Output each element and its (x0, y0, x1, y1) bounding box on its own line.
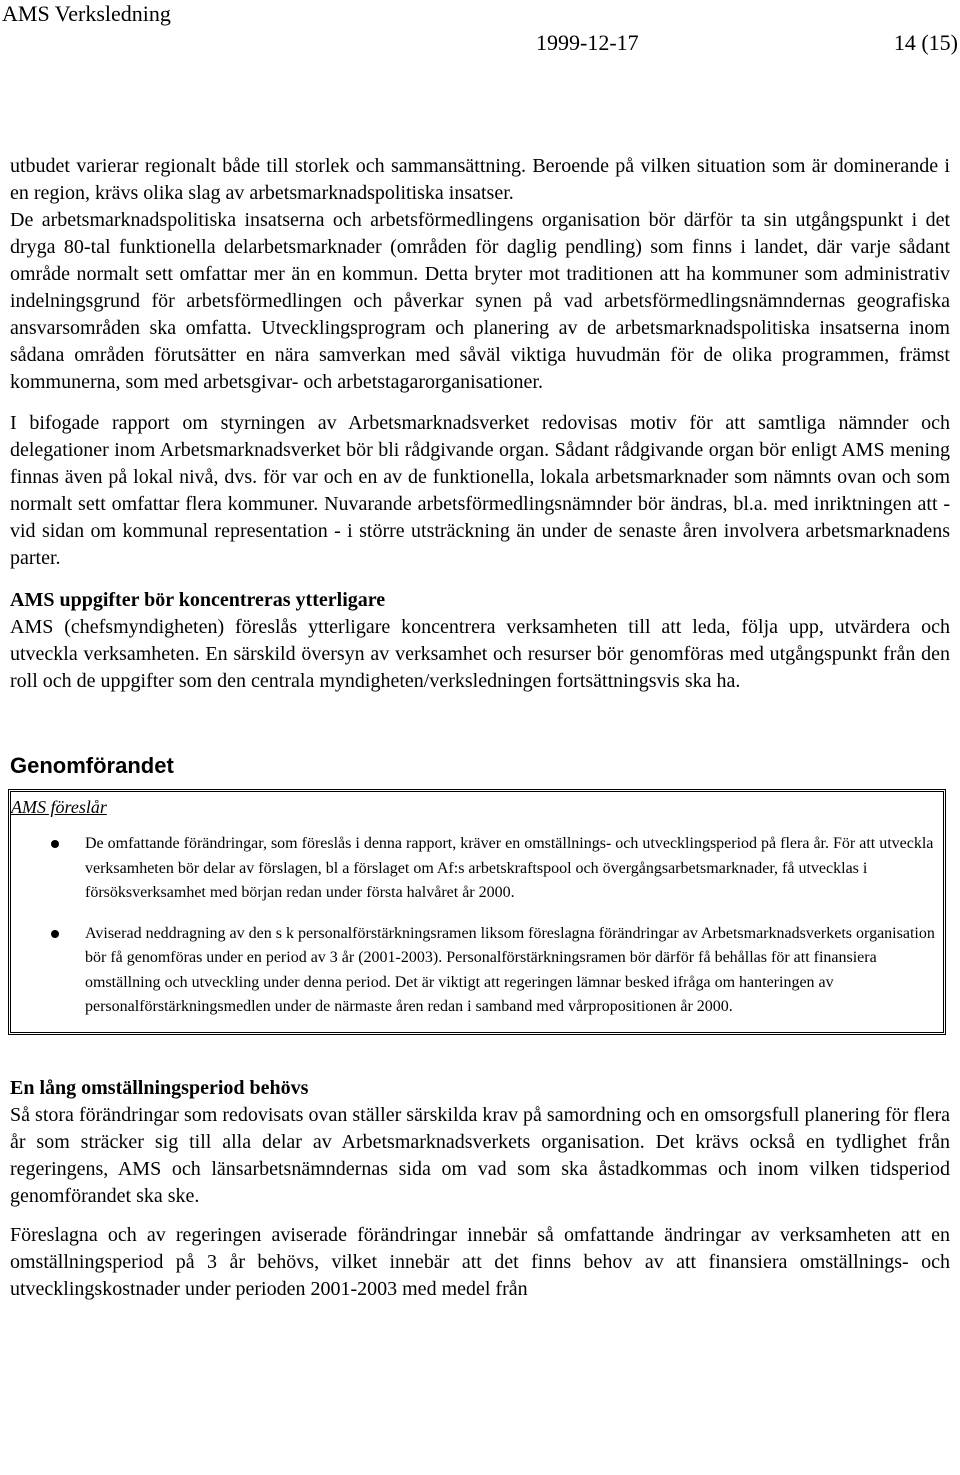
section-heading-implementation: Genomförandet (10, 753, 174, 778)
proposal-item-text: Aviserad neddragning av den s k personalförstärkningsramen liksom föreslagna förändringar av Arbetsmarknadsverkets organisation bör få genomföras under en period av 3 år (2001-2003). Personalförstärkningsramen bör därför få behållas för att finansiera omställning och utveckling under denna period. Det är viktigt att regeringen lämnar besked ifråga om hanteringen av personalförstärkningsmedlen under de närmaste åren redan i samband med vårpropositionen år 2000. (85, 924, 935, 1015)
proposal-item (11, 832, 937, 906)
paragraph-coordination: Så stora förändringar som redovisats ovan ställer särskilda krav på samordning och en omsorgsfull planering för flera år som sträcker sig till alla delar av Arbetsmarknadsverkets organisation. Det krävs också en tydlighet från regeringens, AMS och länsarbetsnämndernas sida om vad som ska åstadkommas och inom vilken tidsperiod genomförandet ska ske. (10, 1103, 950, 1207)
proposal-item (11, 922, 937, 1020)
header-organization: AMS Verksledning (2, 1, 171, 26)
document-body (10, 153, 950, 1303)
proposal-list (11, 832, 937, 1020)
header-date: 1999-12-17 (536, 30, 639, 55)
paragraph-labour-markets: De arbetsmarknadspolitiska insatserna och arbetsförmedlingens organisation bör därför ta sin utgångspunkt i det dryga 80-tal funktionella delarbetsmarknader (områden för daglig pendling) som finns i landet, där varje sådant område normalt sett omfattar mer än en kommun. Detta bryter mot traditionen att ha kommuner som administrativ indelningsgrund för arbetsförmedlingen och påverkar synen på vad arbetsförmedlingsnämndernas geografiska ansvarsområden ska omfatta. Utvecklingsprogram och planering av de arbetsmarknadspolitiska insatserna inom sådana områden förutsätter en nära samverkan med såväl viktiga huvudmän för de olika programmen, främst kommunerna, som med arbetsgivar- och arbetstagarorganisationer. (10, 209, 950, 393)
paragraph-ams-concentration: AMS (chefsmyndigheten) föreslås ytterligare koncentrera verksamheten till att leda, följa upp, utvärdera och utveckla verksamheten. En särskild översyn av verksamhet och resurser bör genomföras med utgångspunkt från den roll och de uppgifter som den centrala myndigheten/verksledningen fortsättningsvis ska ha. (10, 616, 950, 692)
subheading-transition-period: En lång omställningsperiod behövs (10, 1076, 309, 1099)
subheading-ams-tasks: AMS uppgifter bör koncentreras ytterligare (10, 589, 386, 611)
paragraph-regional-variation: utbudet varierar regionalt både till storlek och sammansättning. Beroende på vilken situation som är dominerande i en region, krävs olika slag av arbetsmarknadspolitiska insatser. (10, 155, 950, 204)
proposal-box-title: AMS föreslår (11, 797, 107, 817)
header-page-number: 14 (15) (893, 30, 958, 55)
bullet-icon (51, 840, 59, 848)
bullet-icon (51, 930, 59, 938)
proposal-box (8, 789, 946, 1035)
proposal-item-text: De omfattande förändringar, som föreslås i denna rapport, kräver en omställnings- och utvecklingsperiod på flera år. För att utveckla verksamheten bör delar av förslagen, bl a förslaget om Af:s arbetskraftspool och övergångsarbetsmarknader, få utvecklas i försöksverksamhet med början redan under första halvåret år 2000. (85, 835, 934, 901)
paragraph-transition-funding: Föreslagna och av regeringen aviserade förändringar innebär så omfattande ändringar av verksamheten att en omställningsperiod på 3 år behövs, vilket innebär att det finns behov av att finansiera omställnings- och utvecklingskostnader under perioden 2001-2003 med medel från (10, 1223, 950, 1300)
paragraph-advisory-bodies: I bifogade rapport om styrningen av Arbetsmarknadsverket redovisas motiv för att samtliga nämnder och delegationer inom Arbetsmarknadsverket bör bli rådgivande organ. Sådant rådgivande organ bör enligt AMS mening finnas även på lokal nivå, dvs. för var och en av de funktionella, lokala arbetsmarknader som nämnts ovan och som normalt sett omfattar flera kommuner. Nuvarande arbetsförmedlingsnämnder bör ändras, bl.a. med inriktningen att - vid sidan om kommunal representation - i större utsträckning än under de senaste åren involvera arbetsmarknadens parter. (10, 412, 950, 569)
